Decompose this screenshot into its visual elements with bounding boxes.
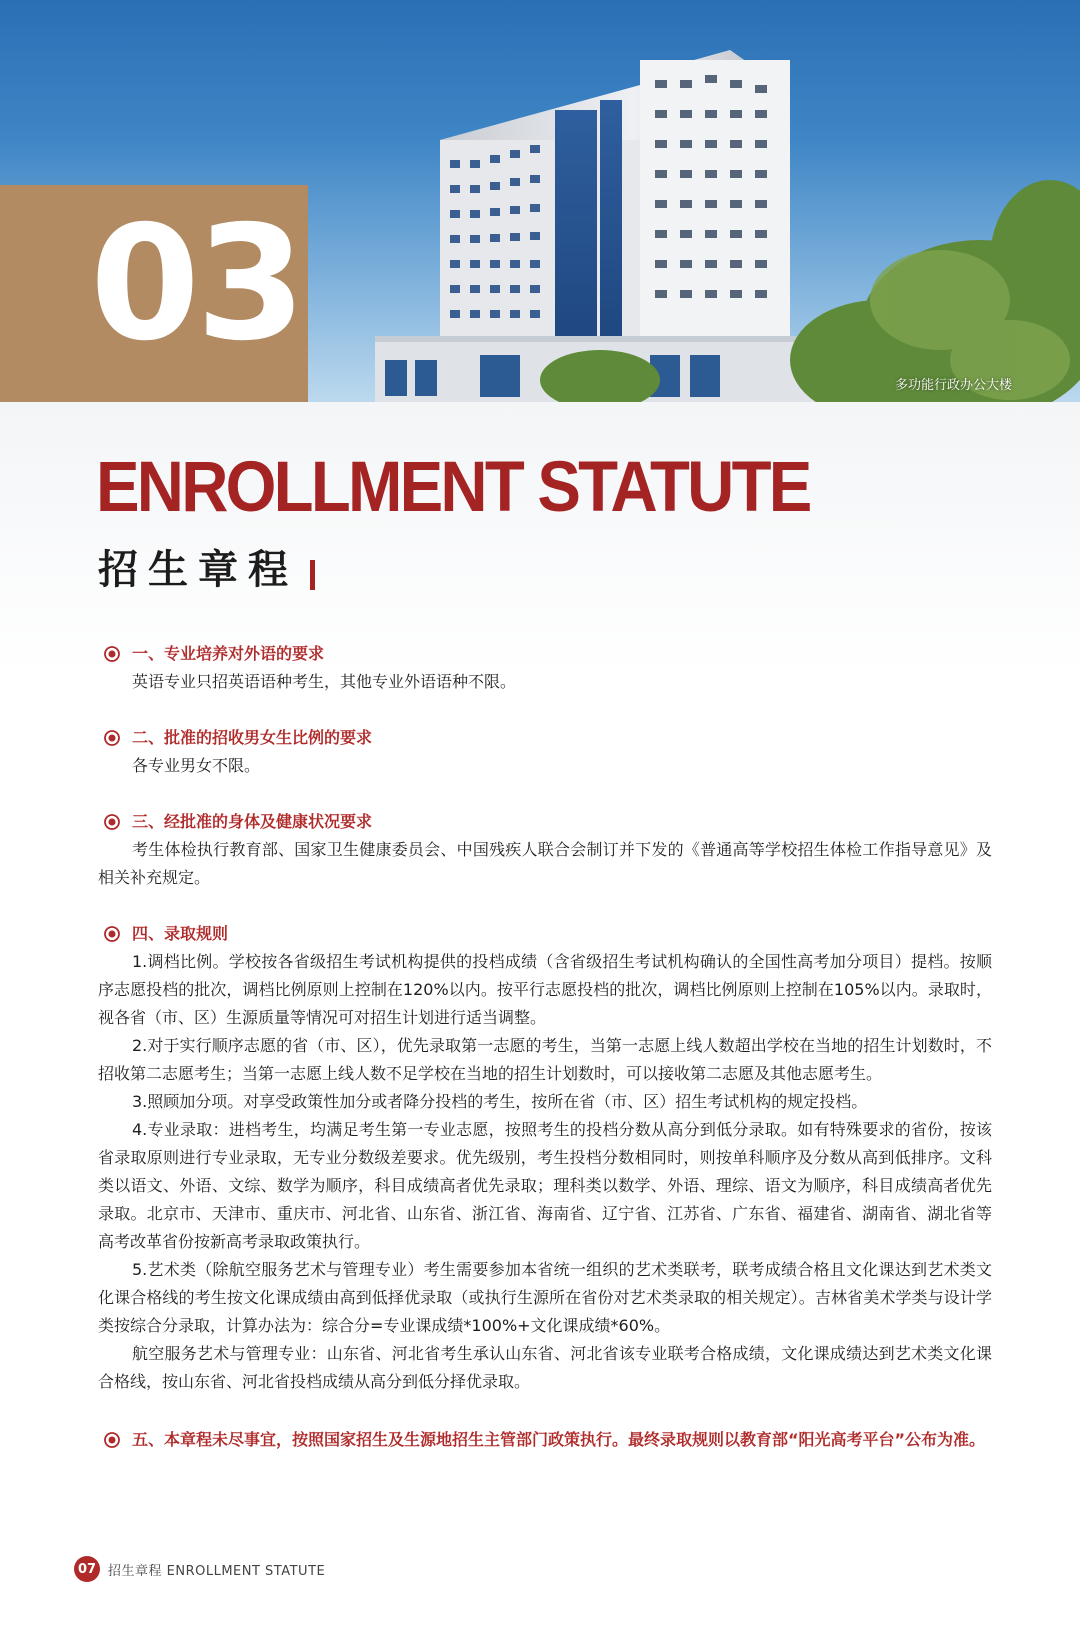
target-bullet-icon [104, 730, 120, 746]
section-3 [98, 808, 992, 892]
section-heading: 五、本章程未尽事宜，按照国家招生及生源地招生主管部门政策执行。最终录取规则以教育部“阳光高考平台”公布为准。 [98, 1426, 992, 1454]
page-number: 07 [74, 1556, 100, 1582]
section-heading: 二、批准的招收男女生比例的要求 [98, 724, 992, 752]
title-chinese: 招生章程 [98, 547, 298, 593]
hero-banner [0, 0, 1080, 402]
section-2 [98, 724, 992, 780]
paragraph: 各专业男女不限。 [132, 756, 261, 775]
section-number: 03 [90, 192, 302, 376]
target-bullet-icon [104, 646, 120, 662]
paragraph: 考生体检执行教育部、国家卫生健康委员会、中国残疾人联合会制订并下发的《普通高等学校招生体检工作指导意见》及相关补充规定。 [98, 840, 992, 887]
section-heading: 一、专业培养对外语的要求 [98, 640, 992, 668]
footer-label: 招生章程 ENROLLMENT STATUTE [108, 1563, 326, 1579]
target-bullet-icon [104, 926, 120, 942]
section-4 [98, 920, 992, 1396]
paragraph: 1.调档比例。学校按各省级招生考试机构提供的投档成绩（含省级招生考试机构确认的全国性高考加分项目）提档。按顺序志愿投档的批次，调档比例原则上控制在120%以内。按平行志愿投档的批次，调档比例原则上控制在105%以内。录取时，视各省（市、区）生源质量等情况可对招生计划进行适当调整。 [98, 952, 992, 1027]
section-5 [98, 1426, 992, 1454]
target-bullet-icon [104, 1432, 120, 1448]
main-content [0, 402, 1080, 1645]
section-1 [98, 640, 992, 696]
title-english: ENROLLMENT STATUTE [96, 448, 810, 527]
section-heading: 三、经批准的身体及健康状况要求 [98, 808, 992, 836]
section-number-badge [0, 185, 308, 402]
paragraph: 5.艺术类（除航空服务艺术与管理专业）考生需要参加本省统一组织的艺术类联考，联考成绩合格且文化课达到艺术类文化课合格线的考生按文化课成绩由高到低择优录取（或执行生源所在省份对艺术类录取的相关规定）。吉林省美术学类与设计学类按综合分录取，计算办法为：综合分=专业课成绩*100%+文化课成绩*60%。 [98, 1260, 992, 1335]
paragraph: 英语专业只招英语语种考生，其他专业外语语种不限。 [132, 672, 517, 691]
paragraph: 3.照顾加分项。对享受政策性加分或者降分投档的考生，按所在省（市、区）招生考试机构的规定投档。 [132, 1092, 868, 1111]
paragraph: 4.专业录取：进档考生，均满足考生第一专业志愿，按照考生的投档分数从高分到低分录取。如有特殊要求的省份，按该省录取原则进行专业录取，无专业分数级差要求。优先级别，考生投档分数相同时，则按单科顺序及分数从高到低排序。文科类以语文、外语、文综、数学为顺序，科目成绩高者优先录取；理科类以数学、外语、理综、语文为顺序，科目成绩高者优先录取。北京市、天津市、重庆市、河北省、山东省、浙江省、海南省、辽宁省、江苏省、广东省、福建省、湖南省、湖北省等高考改革省份按新高考录取政策执行。 [98, 1120, 992, 1251]
section-heading: 四、录取规则 [98, 920, 992, 948]
paragraph: 航空服务艺术与管理专业：山东省、河北省考生承认山东省、河北省该专业联考合格成绩，文化课成绩达到艺术类文化课合格线，按山东省、河北省投档成绩从高分到低分择优录取。 [98, 1344, 992, 1391]
paragraph: 2.对于实行顺序志愿的省（市、区），优先录取第一志愿的考生，当第一志愿上线人数超出学校在当地的招生计划数时，不招收第二志愿考生；当第一志愿上线人数不足学校在当地的招生计划数时，可以接收第二志愿及其他志愿考生。 [98, 1036, 992, 1083]
page-footer [74, 1556, 325, 1582]
target-bullet-icon [104, 814, 120, 830]
title-accent-bar [310, 560, 315, 590]
photo-caption: 多功能行政办公大楼 [894, 378, 1012, 393]
